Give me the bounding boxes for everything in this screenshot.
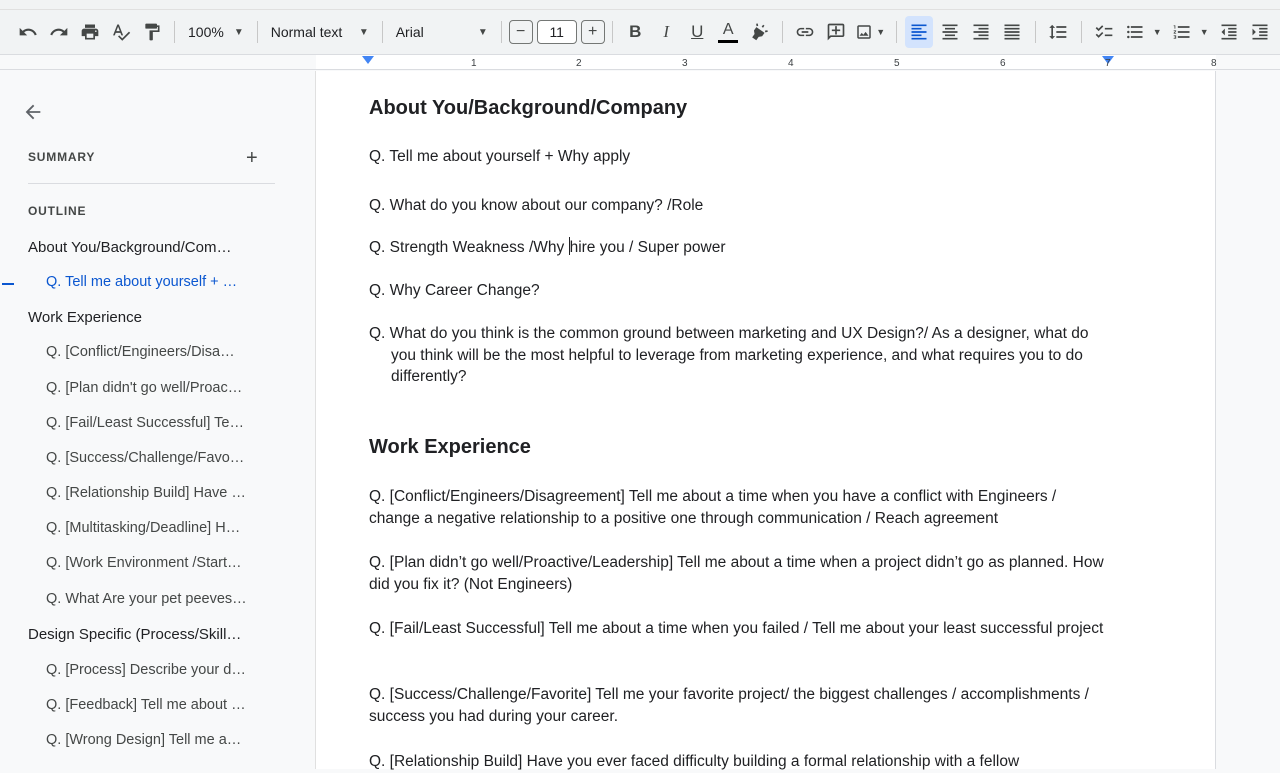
line-spacing-icon[interactable]	[1044, 16, 1072, 48]
spellcheck-icon[interactable]	[107, 16, 135, 48]
outline-item[interactable]: Work Experience	[28, 309, 142, 326]
outline-sidebar	[0, 71, 316, 769]
toolbar-separator	[782, 21, 783, 43]
active-indicator	[2, 283, 14, 285]
question-paragraph	[369, 237, 1109, 259]
ruler-number: 5	[894, 58, 900, 69]
sidebar-divider	[28, 183, 275, 184]
decrease-font-size-button[interactable]: −	[509, 20, 533, 44]
outline-item[interactable]: Q. [Conflict/Engineers/Disa…	[46, 344, 235, 360]
font-size-input[interactable]: 11	[537, 20, 577, 44]
print-icon[interactable]	[76, 16, 104, 48]
chevron-down-icon: ▼	[233, 26, 244, 38]
add-comment-icon[interactable]	[822, 16, 850, 48]
ruler-number: 3	[682, 58, 688, 69]
ruler-number: 1	[471, 58, 477, 69]
justify-icon[interactable]	[998, 16, 1026, 48]
style-value: Normal text	[270, 24, 343, 40]
question-paragraph: Q. What do you think is the common ground between marketing and UX Design?/ As a designer, what do you think will be the most helpful to leverage from marketing experience, and what requires you to do differently?	[369, 325, 1089, 385]
outline-item[interactable]: Q. [Fail/Least Successful] Te…	[46, 415, 244, 431]
font-size-control	[509, 20, 605, 44]
ruler-number: 4	[788, 58, 794, 69]
heading-work-experience: Work Experience	[369, 436, 531, 458]
bold-button[interactable]: B	[629, 22, 642, 41]
question-paragraph: Q. [Fail/Least Successful] Tell me about a time when you failed / Tell me about your least successful project	[369, 620, 1104, 637]
highlight-icon[interactable]	[745, 16, 773, 48]
toolbar-separator	[1035, 21, 1036, 43]
align-center-icon[interactable]	[936, 16, 964, 48]
underline-button[interactable]: U	[691, 22, 704, 41]
outline-item-active[interactable]: Q. Tell me about yourself + …	[46, 274, 238, 290]
horizontal-ruler[interactable]	[316, 55, 1216, 70]
decrease-indent-icon[interactable]	[1215, 16, 1243, 48]
paint-format-icon[interactable]	[138, 16, 166, 48]
insert-image-icon[interactable]	[853, 16, 887, 48]
toolbar	[0, 0, 1280, 55]
outline-item[interactable]: Q. What Are your pet peeves…	[46, 591, 247, 607]
back-arrow-icon[interactable]	[22, 101, 44, 123]
chevron-down-icon: ▼	[358, 26, 369, 38]
chevron-down-icon: ▼	[1199, 27, 1209, 37]
undo-icon[interactable]	[14, 16, 42, 48]
zoom-value: 100%	[188, 24, 224, 40]
text-color-button[interactable]	[714, 16, 742, 48]
zoom-select[interactable]	[182, 16, 250, 48]
document-page[interactable]	[316, 71, 1216, 769]
toolbar-separator	[174, 21, 175, 43]
toolbar-separator	[612, 21, 613, 43]
ruler-number: 2	[576, 58, 582, 69]
toolbar-separator	[257, 21, 258, 43]
question-paragraph: Q. [Success/Challenge/Favorite] Tell me your favorite project/ the biggest challenges / accomplishments / success you had during your career.	[369, 686, 1089, 725]
canvas-gutter	[1216, 71, 1280, 769]
question-paragraph: Q. Why Career Change?	[369, 282, 540, 299]
menu-bar-edge	[0, 0, 1280, 10]
add-summary-icon[interactable]: +	[246, 147, 258, 169]
bulleted-list-icon[interactable]	[1121, 16, 1165, 48]
outline-item[interactable]: Q. [Plan didn't go well/Proac…	[46, 380, 243, 396]
outline-item[interactable]: Q. [Relationship Build] Have …	[46, 485, 246, 501]
ruler-number: 7	[1105, 58, 1111, 69]
chevron-down-icon: ▼	[477, 26, 488, 38]
chevron-down-icon: ▼	[876, 27, 886, 37]
summary-heading: SUMMARY	[28, 150, 96, 164]
increase-indent-icon[interactable]	[1246, 16, 1274, 48]
outline-item[interactable]: Q. [Multitasking/Deadline] H…	[46, 520, 241, 536]
question-paragraph: Q. [Relationship Build] Have you ever faced difficulty building a formal relationship with a fellow	[369, 753, 1020, 770]
toolbar-separator	[1081, 21, 1082, 43]
redo-icon[interactable]	[45, 16, 73, 48]
increase-font-size-button[interactable]: +	[581, 20, 605, 44]
checklist-icon[interactable]	[1090, 16, 1118, 48]
outline-item[interactable]: Q. [Feedback] Tell me about …	[46, 697, 246, 713]
outline-item[interactable]: Q. [Success/Challenge/Favo…	[46, 450, 245, 466]
outline-item[interactable]: Q. [Work Environment /Start…	[46, 555, 242, 571]
color-swatch	[718, 40, 738, 43]
text-run: Q. Strength Weakness /Why	[369, 239, 569, 256]
text-color-label: A	[722, 20, 734, 38]
ruler-number: 6	[1000, 58, 1006, 69]
ruler-number: 8	[1211, 58, 1217, 69]
numbered-list-icon[interactable]	[1168, 16, 1212, 48]
text-run: hire you / Super power	[569, 239, 726, 256]
outline-item[interactable]: Q. [Wrong Design] Tell me a…	[46, 732, 242, 748]
toolbar-separator	[896, 21, 897, 43]
left-indent-marker[interactable]	[362, 56, 374, 64]
chevron-down-icon: ▼	[1152, 27, 1162, 37]
align-right-icon[interactable]	[967, 16, 995, 48]
outline-item[interactable]: About You/Background/Com…	[28, 239, 232, 256]
outline-heading: OUTLINE	[28, 204, 87, 218]
question-paragraph: Q. Tell me about yourself + Why apply	[369, 148, 631, 165]
toolbar-separator	[501, 21, 502, 43]
font-value: Arial	[395, 24, 424, 40]
toolbar-separator	[382, 21, 383, 43]
italic-button[interactable]: I	[663, 22, 670, 41]
style-select[interactable]	[265, 16, 375, 48]
link-icon[interactable]	[791, 16, 819, 48]
heading-about: About You/Background/Company	[369, 97, 688, 119]
font-select[interactable]	[390, 16, 494, 48]
align-left-icon[interactable]	[905, 16, 933, 48]
question-paragraph: Q. What do you know about our company? /Role	[369, 197, 704, 214]
outline-item[interactable]: Q. [Process] Describe your d…	[46, 662, 246, 678]
question-paragraph: Q. [Plan didn’t go well/Proactive/Leadership] Tell me about a time when a project didn’t go as planned. How did you fix it? (Not Engineers)	[369, 554, 1104, 593]
outline-item[interactable]: Design Specific (Process/Skill…	[28, 626, 242, 643]
question-paragraph: Q. [Conflict/Engineers/Disagreement] Tell me about a time when you have a conflict with Engineers / change a negative relationship to a positive one through communication / Reach agreement	[369, 488, 1057, 527]
